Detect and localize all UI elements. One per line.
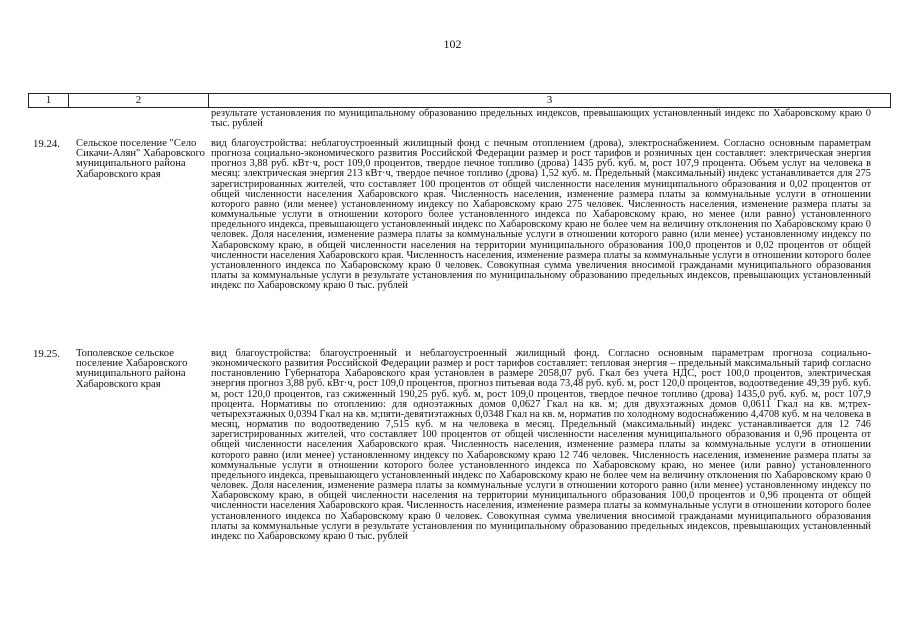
municipality-name: Сельское поселение "Село Сикачи-Алян" Хабаровского муниципального района Хабаровского края [76,138,205,180]
row-number: 19.25. [33,348,60,360]
table-header [28,93,891,108]
municipality-name: Тополевское сельское поселение Хабаровского муниципального района Хабаровского края [76,348,188,390]
row-description: вид благоустройства: неблагоустроенный жилищный фонд с печным отоплением (дрова), электроснабжением. Согласно основным параметрам прогноза социально-экономического развития Российской Федерации размер и рост тарифов и розничных цен составляет: электрическая энергия прогноз 3,88 руб. кВт·ч, рост 109,0 процентов, твердое печное топливо (дрова) 1435 руб. куб. м, рост 107,9 процента. Объем услуг на человека в месяц: электрическая энергия 213 кВт·ч, твердое печное топливо (дрова) 1,52 куб. м. Предельный (максимальный) индекс устанавливается для 275 зарегистрированных жителей, что составляет 100 процентов от общей численности населения муниципального образования и 0,02 процентов от общей численности населения Хабаровского края. Численность населения, изменение размера платы за коммунальные услуги в отношении которого равно (или менее) установленному индексу по Хабаровскому краю 275 человек. Численность населения, изменение размера платы за коммунальные услуги в отношении которого более установленного индекса по Хабаровскому краю, но менее (или равно) установленного предельного индекса, превышающего установленный индекс по Хабаровскому краю не более чем на величину отклонения по Хабаровскому краю 0 человек. Доля населения, изменение размера платы за коммунальные услуги в отношении которого равно (или менее) установленному индексу по Хабаровскому краю, в общей численности населения на территории муниципального образования 100,0 процентов и 0,02 процентов от общей численности населения Хабаровского края. Численность населения, изменение размера платы за коммунальные услуги в отношении которого более установленного индекса по Хабаровскому краю 0 человек. Совокупная сумма увеличения вносимой гражданами муниципального образования платы за коммунальные услуги в результате установления по муниципальному образованию предельных индексов, превышающих установленный индекс по Хабаровскому краю 0 тыс. рублей [211,138,871,292]
header-col-3: 3 [546,94,553,106]
page-number: 102 [443,37,462,51]
row-number: 19.24. [33,138,60,150]
header-col-2: 2 [69,94,209,107]
row-description: вид благоустройства: благоустроенный и неблагоустроенный жилищный фонд. Согласно основным параметрам прогноза социально-экономического развития Российской Федерации размер и рост тарифов составляет: тепловая энергия – предельный максимальный тариф согласно постановлению Губернатора Хабаровского края установлен в размере 2058,07 руб. Гкал без учета НДС, рост 100,0 процентов, электрическая энергия прогноз 3,88 руб. кВт·ч, рост 109,0 процентов, прогноз питьевая вода 73,48 руб. куб. м, рост 120,0 процентов, водоотведение 49,39 руб. куб. м, рост 120,0 процентов, газ сжиженный 190,25 руб. куб. м, рост 109,0 процентов, твердое печное топливо (дрова) 1435,0 руб. куб. м, рост 107,9 процента. Нормативы по отоплению: для одноэтажных домов 0,0627 Гкал на кв. м; для двухэтажных домов 0,0611 Гкал на кв. м;трех-четырехэтажных 0,0394 Гкал на кв. м;пяти-девятиэтажных 0,0348 Гкал на кв. м, норматив по холодному водоснабжению 4,4708 куб. м на человека в месяц, норматив по водоотведению 7,515 куб. м на человека в месяц. Предельный (максимальный) индекс устанавливается для 12 746 зарегистрированных жителей, что составляет 100 процентов от общей численности населения муниципального образования и 0,96 процента от общей численности населения Хабаровского края. Численность населения, изменение размера платы за коммунальные услуги в отношении которого равно (или менее) установленному индексу по Хабаровскому краю 12 746 человек. Численность населения, изменение размера платы за коммунальные услуги в отношении которого более установленного индекса по Хабаровскому краю, но менее (или равно) установленного предельного индекса, превышающего установленный индекс по Хабаровскому краю не более чем на величину отклонения по Хабаровскому краю 0 человек. Доля населения, изменение размера платы за коммунальные услуги в отношении которого равно (или менее) установленному индексу по Хабаровскому краю, в общей численности населения на территории муниципального образования 100,0 процентов и 0,96 процента от общей численности населения Хабаровского края. Численность населения, изменение размера платы за коммунальные услуги в отношении которого более установленного индекса по Хабаровскому краю 0 человек. Совокупная сумма увеличения вносимой гражданами муниципального образования платы за коммунальные услуги в результате установления по муниципальному образованию предельных индексов, превышающих установленный индекс по Хабаровскому краю 0 тыс. рублей [211,348,871,542]
continuation-text: результате установления по муниципальному образованию предельных индексов, превышающих установленный индекс по Хабаровскому краю 0 тыс. рублей [211,108,871,130]
header-col-1: 1 [29,94,69,107]
